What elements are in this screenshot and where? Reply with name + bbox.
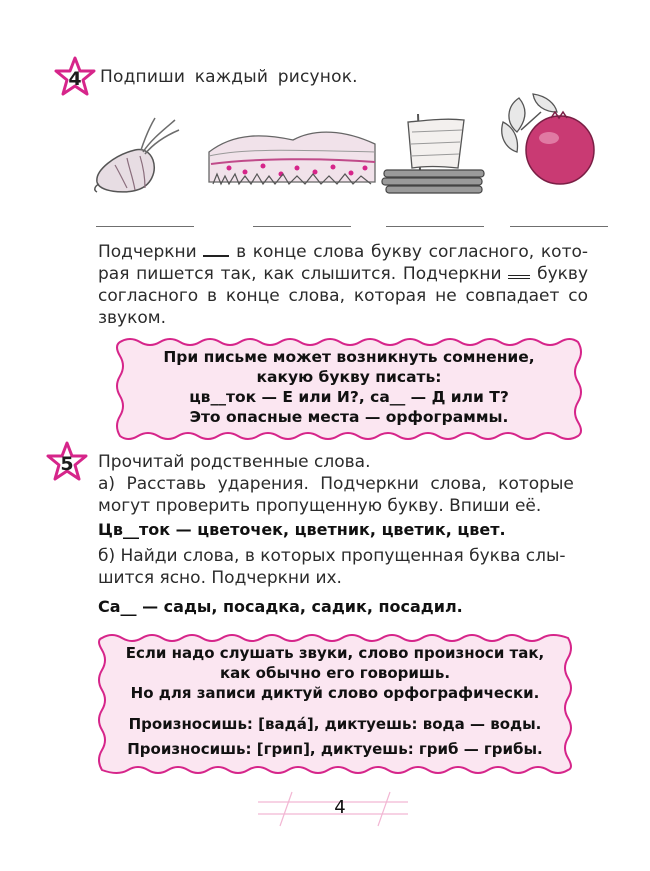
- task-5-example-a: Цв__ток — цветочек, цветник, цветик, цвет.: [98, 520, 506, 539]
- rule-box-2-line-5: Произносишь: [грип], диктуешь: гриб — грибы.: [127, 740, 543, 758]
- task-4-instruction: Подпиши каждый рисунок.: [100, 67, 358, 87]
- task-5-line-2: а) Расставь ударения. Подчеркни слова, которые: [98, 474, 574, 494]
- task-4-star-badge: [52, 55, 98, 101]
- task-5-text: [98, 451, 588, 517]
- rule-box-1-line-4: Это опасные места — орфограммы.: [189, 408, 509, 426]
- rule-box-2-line-1: Если надо слушать звуки, слово произноси так,: [125, 644, 545, 662]
- raft-illustration: [378, 108, 490, 198]
- single-underline-mark: [203, 241, 229, 257]
- task-4-number: 4: [68, 68, 82, 90]
- answer-line-2[interactable]: [253, 226, 351, 227]
- rule-box-1-line-1: При письме может возникнуть сомнение,: [163, 348, 535, 366]
- task-5-part-b: [98, 545, 588, 589]
- pomegranate-illustration: [495, 92, 600, 192]
- rule-box-1-line-3: цв__ток — Е или И?, са__ — Д или Т?: [189, 388, 509, 406]
- answer-line-1[interactable]: [96, 226, 194, 227]
- task-5-line-5: шится ясно. Подчеркни их.: [98, 568, 342, 588]
- rule-box-1-text: [120, 347, 578, 427]
- answer-line-4[interactable]: [510, 226, 608, 227]
- task-5-line-3: могут проверить пропущенную букву. Впиши её.: [98, 496, 542, 516]
- task-4-paragraph: [98, 241, 588, 329]
- rule-box-2-text: [100, 643, 570, 759]
- rule-box-2-line-4: Произносишь: [вада́], диктуешь: вода — воды.: [128, 715, 542, 733]
- rule-box-1-line-2: какую букву писать:: [256, 368, 442, 386]
- paragraph-part-3: букву согласного в конце слова, которая не совпадает со звуком.: [98, 264, 589, 328]
- onion-illustration: [85, 110, 185, 195]
- meadow-illustration: [205, 122, 380, 190]
- task-5-star-badge: [44, 440, 90, 486]
- paragraph-part-1: Подчеркни: [98, 242, 197, 262]
- answer-line-3[interactable]: [386, 226, 484, 227]
- task-5-number: 5: [60, 453, 74, 475]
- rule-box-2-line-2: как обычно его говоришь.: [219, 664, 451, 682]
- paragraph-part-2: в конце слова букву согласного, кото-рая пишется так, как слышится. Подчеркни: [98, 242, 589, 284]
- rule-box-2-line-3: Но для записи диктуй слово орфографически.: [130, 684, 540, 702]
- double-underline-mark: [508, 263, 530, 279]
- task-5-example-b: Са__ — сады, посадка, садик, посадил.: [98, 597, 463, 616]
- task-5-line-4: б) Найди слова, в которых пропущенная буква слы-: [98, 546, 566, 566]
- page-number: 4: [334, 797, 346, 818]
- task-5-line-1: Прочитай родственные слова.: [98, 452, 371, 472]
